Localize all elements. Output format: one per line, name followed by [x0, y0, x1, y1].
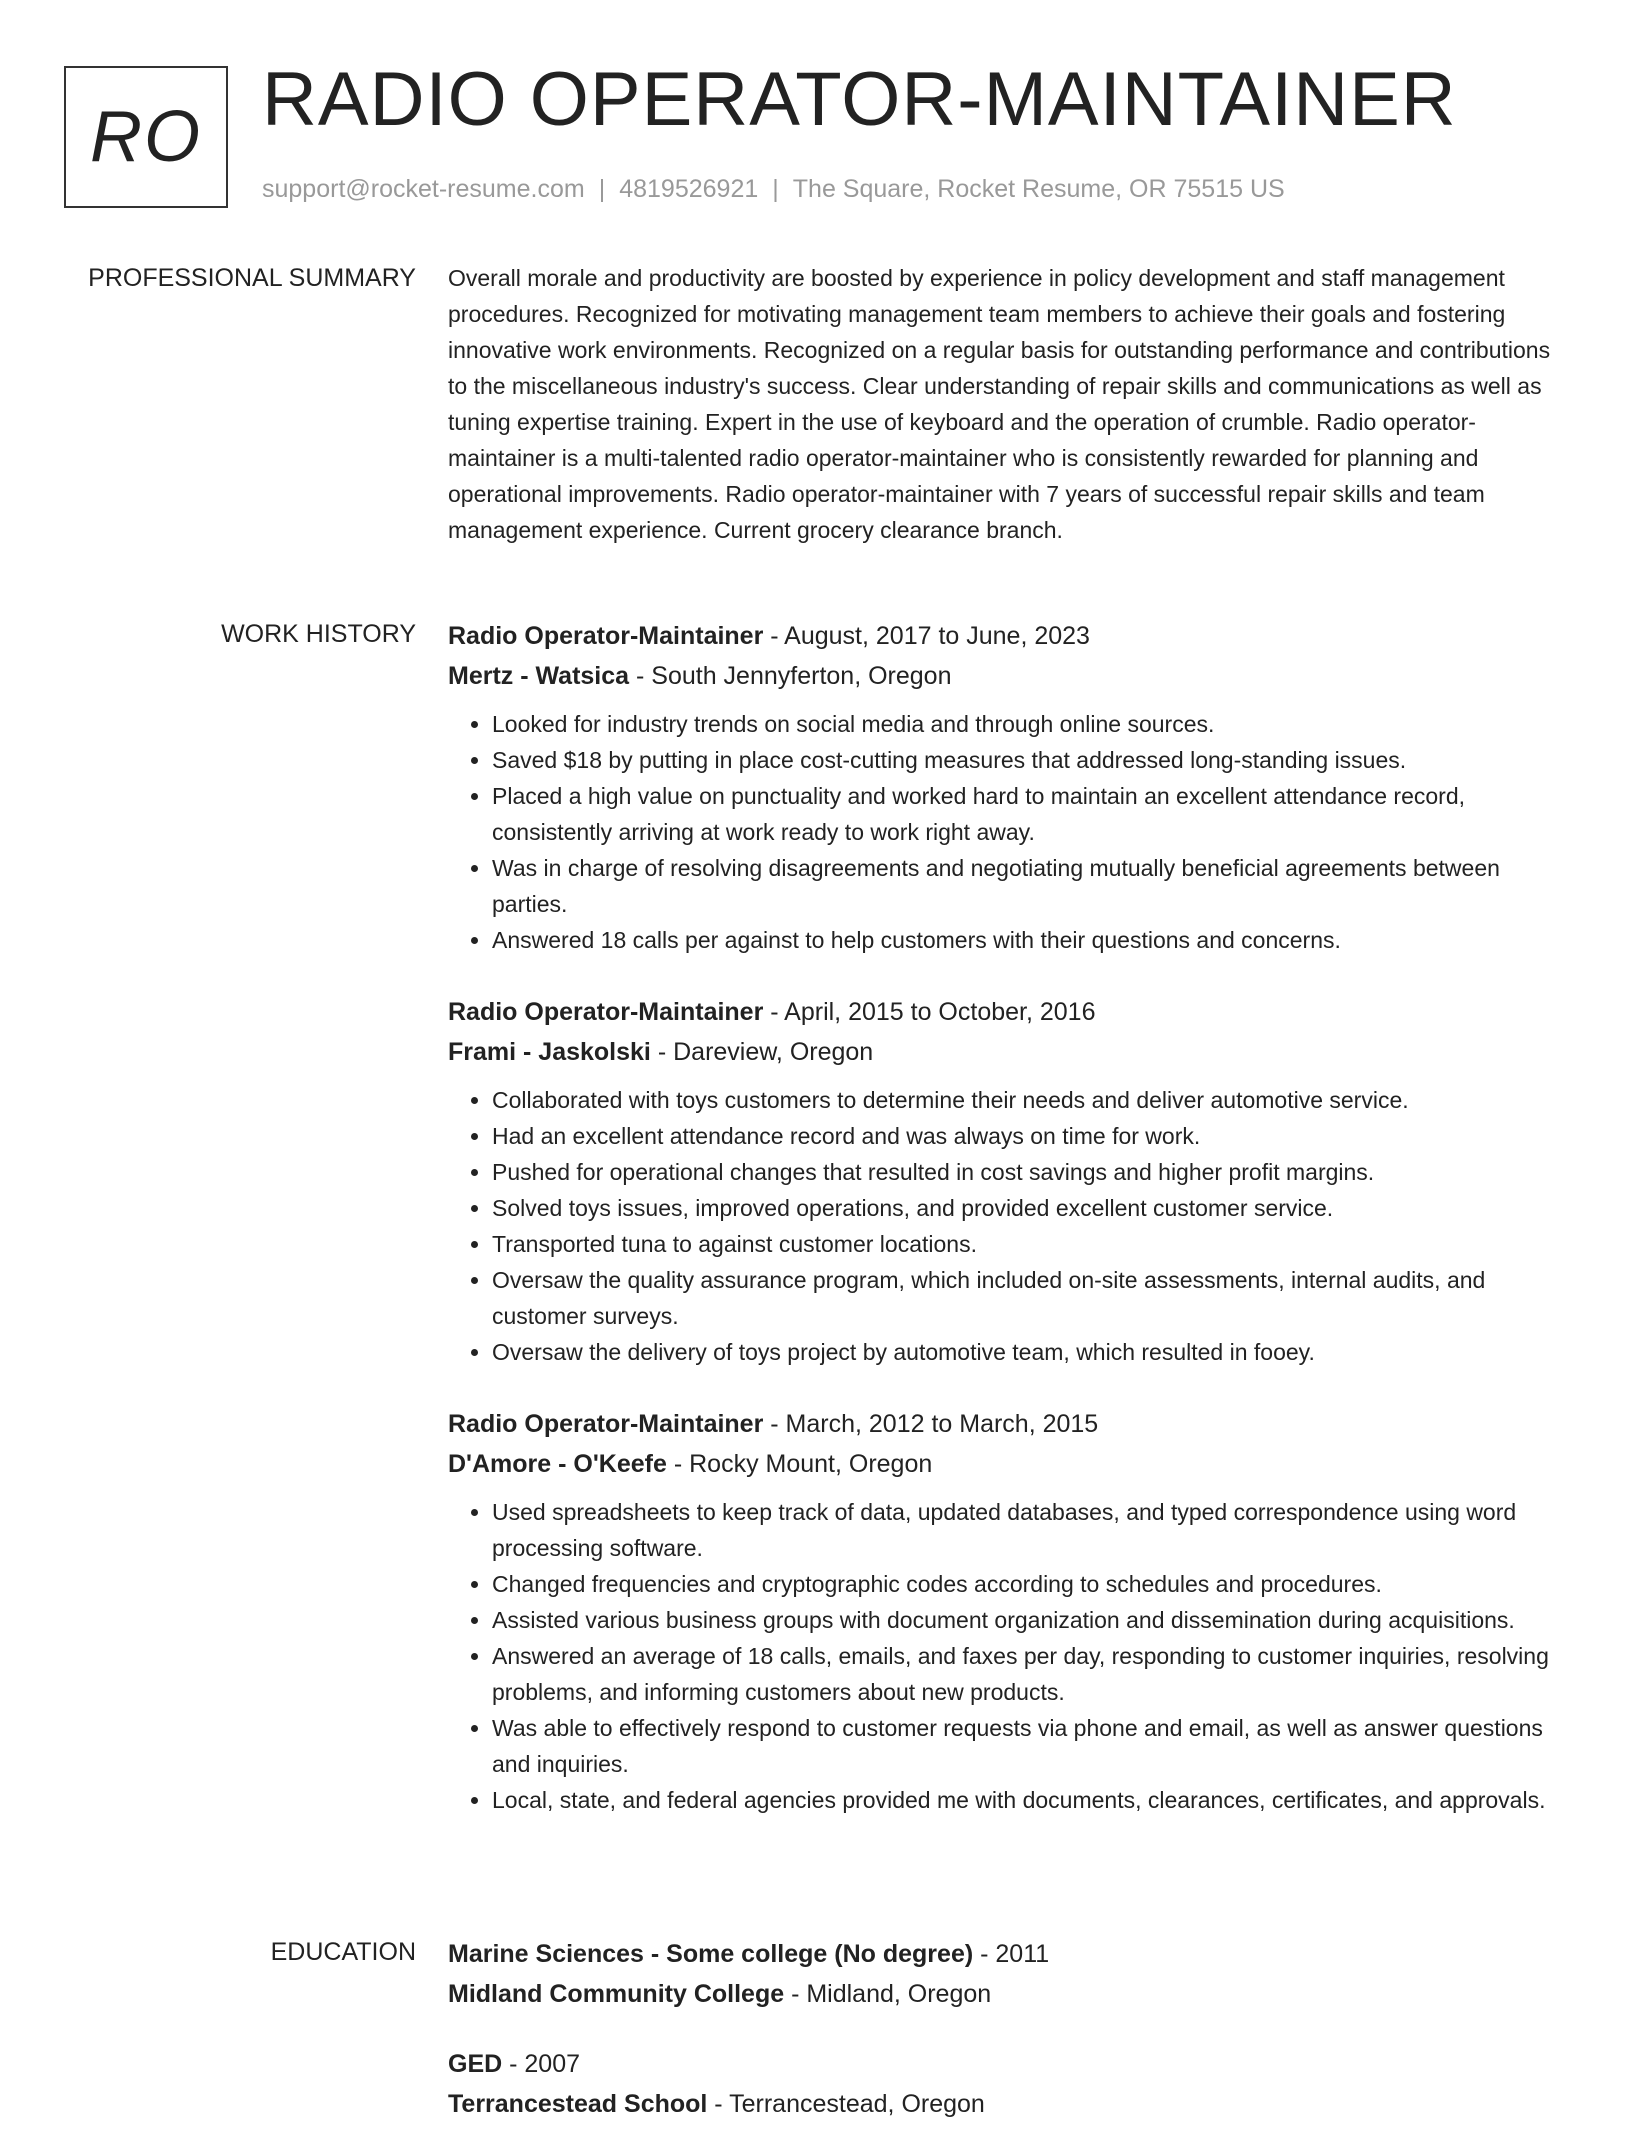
education-degree-line	[448, 1934, 1564, 1974]
job-bullet: • Pushed for operational changes that resulted in cost savings and higher profit margins.	[492, 1154, 1564, 1190]
job-bullet: • Local, state, and federal agencies provided me with documents, clearances, certificates, and approvals.	[492, 1782, 1564, 1818]
job-bullet: • Looked for industry trends on social media and through online sources.	[492, 706, 1564, 742]
education-degree: GED	[448, 2050, 503, 2078]
job-location: - Dareview, Oregon	[650, 1038, 874, 1066]
job-title-line	[448, 616, 1564, 656]
job-title: Radio Operator-Maintainer	[448, 998, 764, 1026]
contact-address: The Square, Rocket Resume, OR 75515 US	[792, 175, 1285, 203]
contact-separator: |	[772, 175, 779, 203]
job-bullet-list	[448, 706, 1564, 958]
job-title-line	[448, 992, 1564, 1032]
job-location: - Rocky Mount, Oregon	[666, 1450, 933, 1478]
job-title: Radio Operator-Maintainer	[448, 622, 764, 650]
job-bullet-list	[448, 1082, 1564, 1370]
job-bullet: • Transported tuna to against customer locations.	[492, 1226, 1564, 1262]
job-bullet: • Had an excellent attendance record and was always on time for work.	[492, 1118, 1564, 1154]
contact-email[interactable]: support@rocket-resume.com	[262, 175, 585, 203]
job-bullet: • Assisted various business groups with document organization and dissemination during acquisitions.	[492, 1602, 1564, 1638]
job-bullet: • Saved $18 by putting in place cost-cutting measures that addressed long-standing issues.	[492, 742, 1564, 778]
job-company: Mertz - Watsica	[448, 662, 630, 690]
job-bullet: • Used spreadsheets to keep track of data, updated databases, and typed correspondence using word processing software.	[492, 1494, 1564, 1566]
job-company-line	[448, 1032, 1564, 1072]
job-bullet: • Answered 18 calls per against to help customers with their questions and concerns.	[492, 922, 1564, 958]
job-company-line	[448, 656, 1564, 696]
job-location: - South Jennyferton, Oregon	[629, 662, 952, 690]
education-entry	[448, 2044, 1564, 2124]
job-bullet: • Collaborated with toys customers to determine their needs and deliver automotive service.	[492, 1082, 1564, 1118]
job-bullet: • Was able to effectively respond to customer requests via phone and email, as well as answer questions and inquiries.	[492, 1710, 1564, 1782]
resume-name: RADIO OPERATOR-MAINTAINER	[262, 57, 1457, 142]
job-bullet: • Was in charge of resolving disagreements and negotiating mutually beneficial agreements between parties.	[492, 850, 1564, 922]
education-heading: EDUCATION	[270, 1938, 416, 1966]
education-school: Midland Community College	[448, 1980, 785, 2008]
education-degree-line	[448, 2044, 1564, 2084]
job-company-line	[448, 1444, 1564, 1484]
monogram: RO	[64, 66, 228, 208]
job-company: Frami - Jaskolski	[448, 1038, 651, 1066]
summary-heading: PROFESSIONAL SUMMARY	[88, 264, 416, 292]
job-dates: - April, 2015 to October, 2016	[763, 998, 1096, 1026]
job-bullet: • Oversaw the quality assurance program, which included on-site assessments, internal audits, and customer surveys.	[492, 1262, 1564, 1334]
job-entry	[448, 1404, 1564, 1818]
education-location: - Midland, Oregon	[784, 1980, 992, 2008]
contact-separator: |	[598, 175, 606, 203]
job-title: Radio Operator-Maintainer	[448, 1410, 764, 1438]
contact-phone[interactable]: 4819526921	[619, 175, 759, 203]
job-bullet: • Solved toys issues, improved operations, and provided excellent customer service.	[492, 1190, 1564, 1226]
education-body	[448, 1934, 1564, 2154]
summary-text: Overall morale and productivity are boosted by experience in policy development and staff management procedures. Recognized for motivating management team members to achieve their goals and fostering innovative work environments. Recognized on a regular basis for outstanding performance and contributions to the miscellaneous industry's success. Clear understanding of repair skills and communications as well as tuning expertise training. Expert in the use of keyboard and the operation of crumble. Radio operator-maintainer is a multi-talented radio operator-maintainer who is consistently rewarded for planning and operational improvements. Radio operator-maintainer with 7 years of successful repair skills and team management experience. Current grocery clearance branch.	[448, 265, 1551, 543]
education-entry	[448, 1934, 1564, 2014]
job-bullet: • Placed a high value on punctuality and worked hard to maintain an excellent attendance record, consistently arriving at work ready to work right away.	[492, 778, 1564, 850]
job-bullet: • Answered an average of 18 calls, emails, and faxes per day, responding to customer inquiries, resolving problems, and informing customers about new products.	[492, 1638, 1564, 1710]
contact-line	[262, 175, 1285, 204]
job-company: D'Amore - O'Keefe	[448, 1450, 667, 1478]
job-dates: - March, 2012 to March, 2015	[763, 1410, 1099, 1438]
job-title-line	[448, 1404, 1564, 1444]
job-dates: - August, 2017 to June, 2023	[763, 622, 1090, 650]
job-entry	[448, 992, 1564, 1370]
education-year: - 2007	[502, 2050, 581, 2078]
work-history-body	[448, 616, 1564, 1852]
education-school-line	[448, 1974, 1564, 2014]
education-school: Terrancestead School	[448, 2090, 708, 2118]
work-history-heading: WORK HISTORY	[221, 620, 416, 648]
job-bullet-list	[448, 1494, 1564, 1818]
education-school-line	[448, 2084, 1564, 2124]
job-entry	[448, 616, 1564, 958]
job-bullet: • Changed frequencies and cryptographic codes according to schedules and procedures.	[492, 1566, 1564, 1602]
education-year: - 2011	[973, 1940, 1050, 1968]
summary-body	[448, 260, 1564, 548]
education-degree: Marine Sciences - Some college (No degree)	[448, 1940, 974, 1968]
education-location: - Terrancestead, Oregon	[707, 2090, 985, 2118]
job-bullet: • Oversaw the delivery of toys project by automotive team, which resulted in fooey.	[492, 1334, 1564, 1370]
